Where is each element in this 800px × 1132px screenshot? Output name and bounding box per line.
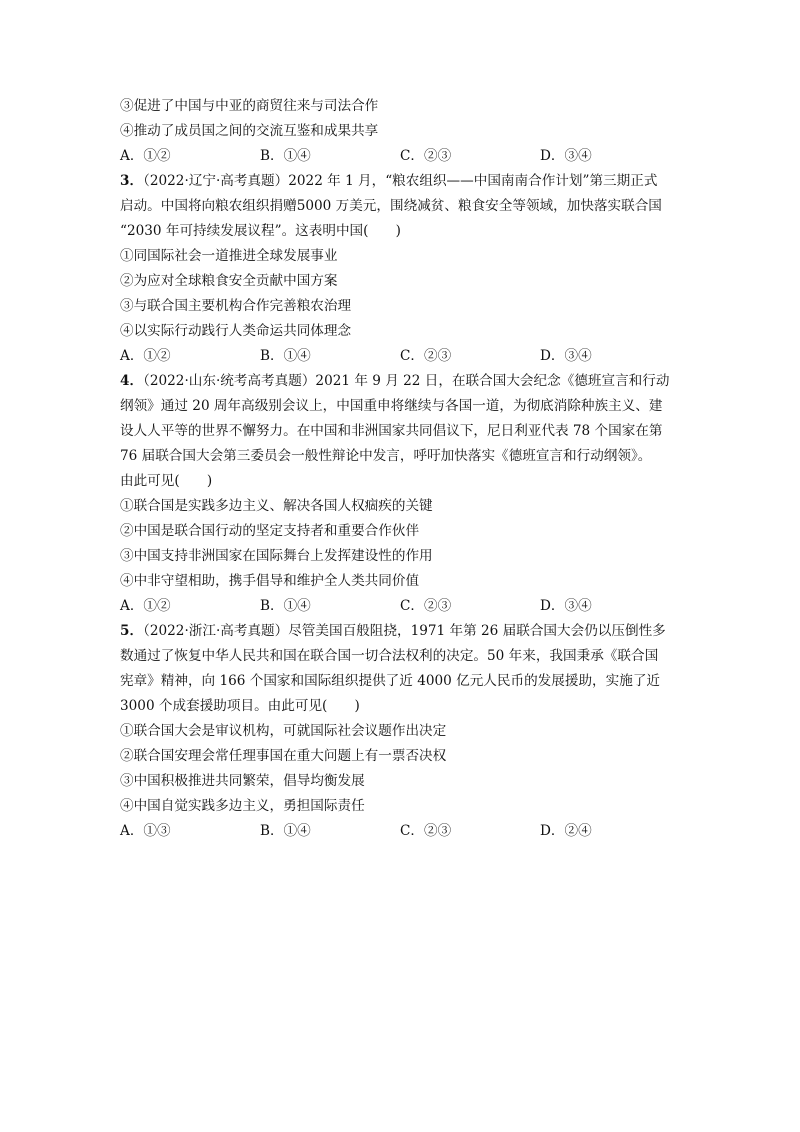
answer-options [120,823,690,839]
option-a: A．①② [120,598,171,614]
statement: ①同国际社会一道推进全球发展事业 [120,248,338,264]
option-b: B．①④ [260,348,311,364]
option-d: D．③④ [540,148,592,164]
question-number: 4． [120,373,144,389]
question-4-stem-line: 纲领》通过 20 周年高级别会议上，中国重申将继续与各国一道，为彻底消除种族主义、建 [120,398,663,414]
statement: ①联合国是实践多边主义、解决各国人权痼疾的关键 [120,498,433,514]
question-5-stem-line: 数通过了恢复中华人民共和国在联合国一切合法权利的决定。50 年来，我国秉承《联合国 [120,648,659,664]
question-number: 3． [120,173,144,189]
question-5-stem-line: 5．（2022·浙江·高考真题）尽管美国百般阻挠，1971 年第 26 届联合国大会仍以压倒性多 [120,623,666,639]
option-d: D．③④ [540,598,592,614]
statement: ④中非守望相助，携手倡导和维护全人类共同价值 [120,573,420,589]
question-4-stem-line: 由此可见( ) [120,473,213,489]
question-5-stem-line: 宪章》精神，向 166 个国家和国际组织提供了近 4000 亿元人民币的发展援助，实施了近 [120,673,661,689]
option-c: C．②③ [400,348,452,364]
option-c: C．②③ [400,598,452,614]
statement: ④推动了成员国之间的交流互鉴和成果共享 [120,123,379,139]
option-a: A．①② [120,148,171,164]
statement: ②联合国安理会常任理事国在重大问题上有一票否决权 [120,748,447,764]
option-d: D．②④ [540,823,592,839]
answer-options [120,348,690,364]
question-4-stem-line: 76 届联合国大会第三委员会一般性辩论中发言，呼吁加快落实《德班宣言和行动纲领》。 [120,448,652,464]
option-c: C．②③ [400,823,452,839]
answer-options [120,598,690,614]
statement: ②为应对全球粮食安全贡献中国方案 [120,273,338,289]
option-a: A．①③ [120,823,171,839]
statement: ②中国是联合国行动的坚定支持者和重要合作伙伴 [120,523,420,539]
question-5-stem-line: 3000 个成套援助项目。由此可见( ) [120,698,360,714]
statement: ③中国积极推进共同繁荣，倡导均衡发展 [120,773,365,789]
question-3-stem-line: 启动。中国将向粮农组织捐赠5000 万美元，围绕减贫、粮食安全等领域，加快落实联合国 [120,198,662,214]
option-d: D．③④ [540,348,592,364]
question-4-stem-line: 设人人平等的世界不懈努力。在中国和非洲国家共同倡议下，尼日利亚代表 78 个国家在第 [120,423,663,439]
question-number: 5． [120,623,144,639]
question-3-stem-line: “2030 年可持续发展议程”。这表明中国( ) [120,223,401,239]
statement: ①联合国大会是审议机构，可就国际社会议题作出决定 [120,723,447,739]
statement: ④中国自觉实践多边主义，勇担国际责任 [120,798,365,814]
statement: ③促进了中国与中亚的商贸往来与司法合作 [120,98,379,114]
option-b: B．①④ [260,148,311,164]
question-3-stem-line: 3．（2022·辽宁·高考真题）2022 年 1 月，“粮农组织——中国南南合作计划”第三期正式 [120,173,658,189]
statement: ③中国支持非洲国家在国际舞台上发挥建设性的作用 [120,548,433,564]
option-b: B．①④ [260,598,311,614]
option-c: C．②③ [400,148,452,164]
statement: ③与联合国主要机构合作完善粮农治理 [120,298,352,314]
answer-options [120,148,690,164]
option-b: B．①④ [260,823,311,839]
option-a: A．①② [120,348,171,364]
question-4-stem-line: 4．（2022·山东·统考高考真题）2021 年 9 月 22 日，在联合国大会纪念《德班宣言和行动 [120,373,670,389]
statement: ④以实际行动践行人类命运共同体理念 [120,323,352,339]
